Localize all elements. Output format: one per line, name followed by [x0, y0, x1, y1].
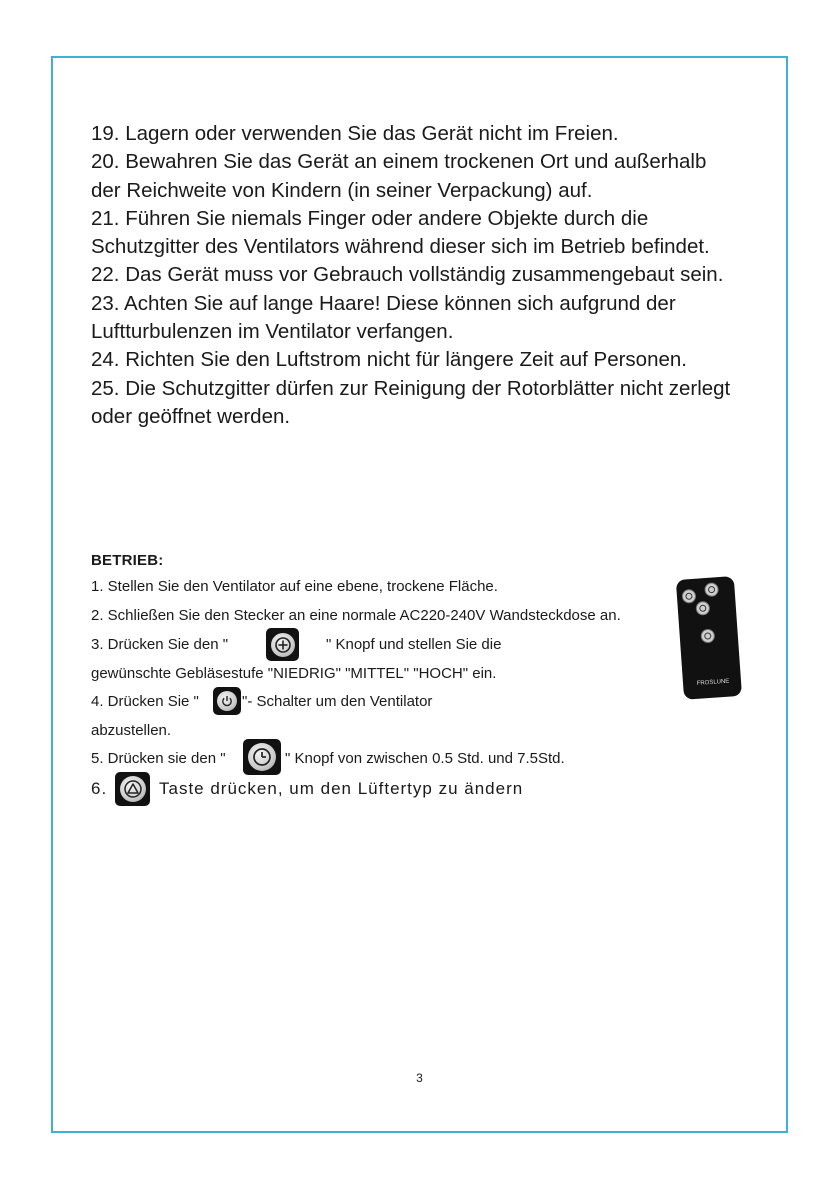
operation-step-3-middle: " Knopf und stellen Sie die — [326, 636, 502, 653]
remote-control-image — [672, 574, 744, 709]
operation-step-5-middle: " Knopf von zwischen 0.5 Std. und 7.5Std. — [285, 750, 565, 767]
operation-step-3-start: 3. Drücken Sie den " — [91, 636, 229, 653]
safety-item-19: 19. Lagern oder verwenden Sie das Gerät nicht im Freien. — [91, 122, 619, 145]
safety-item-21: 21. Führen Sie niemals Finger oder andere Objekte durch die Schutzgitter des Ventilators während dieser sich im Betrieb befindet. — [91, 206, 710, 259]
safety-item-20: 20. Bewahren Sie das Gerät an einem trockenen Ort und außerhalb der Reichweite von Kindern (in seiner Verpackung) auf. — [91, 150, 707, 202]
operation-step-4-middle: "- Schalter um den Ventilator — [242, 693, 433, 710]
operation-heading: BETRIEB: — [91, 552, 164, 569]
operation-step-4-start: 4. Drücken Sie " — [91, 693, 199, 710]
operation-step-3-end: gewünschte Gebläsestufe "NIEDRIG" "MITTEL" "HOCH" ein. — [91, 665, 497, 682]
triangle-mode-icon — [115, 772, 150, 806]
operation-step-6-text: Taste drücken, um den Lüftertyp zu ändern — [159, 779, 524, 798]
clock-icon — [243, 739, 281, 775]
plus-circle-icon — [266, 628, 299, 661]
safety-item-24: 24. Richten Sie den Luftstrom nicht für längere Zeit auf Personen. — [91, 348, 687, 372]
operation-step-2: 2. Schließen Sie den Stecker an eine normale AC220-240V Wandsteckdose an. — [91, 607, 621, 624]
safety-item-25: 25. Die Schutzgitter dürfen zur Reinigung der Rotorblätter nicht zerlegt oder geöffnet werden. — [91, 376, 731, 428]
operation-step-1: 1. Stellen Sie den Ventilator auf eine ebene, trockene Fläche. — [91, 578, 498, 595]
operation-step-4-end: abzustellen. — [91, 722, 172, 739]
page-number: 3 — [416, 1071, 423, 1085]
safety-item-23: 23. Achten Sie auf lange Haare! Diese können sich aufgrund der Luftturbulenzen im Ventilator verfangen. — [91, 291, 676, 344]
operation-step-6-number: 6. — [91, 779, 108, 798]
remote-brand-label: FROSLUNE — [696, 678, 730, 687]
operation-step-6 — [91, 779, 107, 799]
safety-item-22: 22. Das Gerät muss vor Gebrauch vollständig zusammengebaut sein. — [91, 263, 724, 287]
operation-step-5-start: 5. Drücken sie den " — [91, 750, 226, 767]
safety-instructions — [91, 120, 731, 431]
power-icon — [213, 687, 241, 715]
